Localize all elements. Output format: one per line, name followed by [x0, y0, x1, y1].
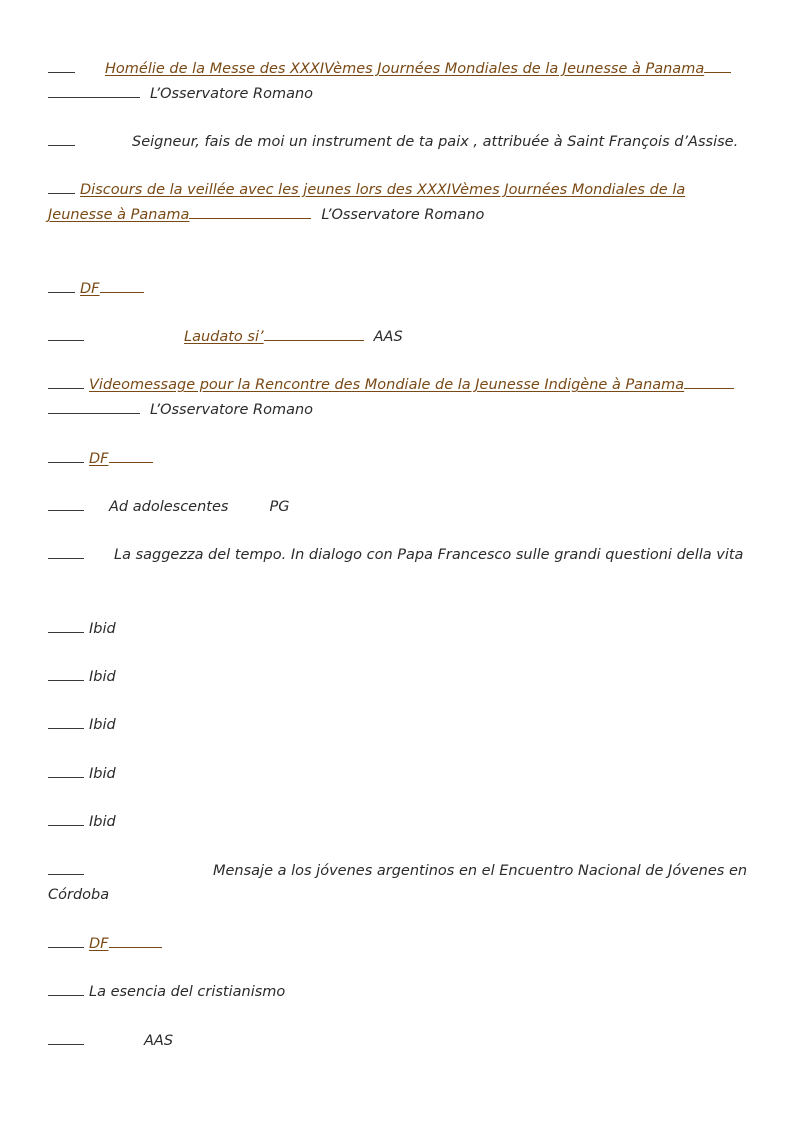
link-rule [109, 933, 162, 948]
footnote-entry [48, 58, 731, 79]
footnote-link[interactable]: Discours de la veillée avec les jeunes lors des XXXIVèmes Journées Mondiales de la [80, 182, 686, 198]
footnote-link[interactable]: DF [80, 281, 100, 297]
footnote-text: La saggezza del tempo. In dialogo con Papa Francesco sulle grandi questioni della vita [114, 547, 744, 563]
blank-rule [48, 131, 75, 146]
footnote-link[interactable]: Homélie de la Messe des XXXIVèmes Journées Mondiales de la Jeunesse à Panama [105, 61, 705, 77]
blank-rule [48, 278, 75, 293]
blank-rule [48, 933, 84, 948]
footnote-text-continued: Córdoba [48, 887, 110, 903]
link-rule [100, 278, 144, 293]
footnote-text: Ibid [89, 669, 116, 685]
footnote-link[interactable]: Laudato si’ [184, 329, 264, 345]
blank-rule [48, 544, 84, 559]
blank-rule [48, 58, 75, 73]
footnote-entry [48, 496, 289, 517]
source-label: L’Osservatore Romano [321, 207, 485, 223]
source-label: L’Osservatore Romano [150, 402, 314, 418]
footnote-text: Ibid [89, 766, 116, 782]
blank-rule [48, 1030, 84, 1045]
footnote-entry-continued [48, 399, 313, 420]
footnote-entry [48, 981, 285, 1002]
footnote-entry [48, 179, 685, 200]
footnote-entry [48, 448, 153, 469]
footnote-link[interactable]: Videomessage pour la Rencontre des Mondiale de la Jeunesse Indigène à Panama [89, 377, 685, 393]
blank-rule [48, 374, 84, 389]
footnote-entry [48, 326, 403, 347]
footnote-link-continued[interactable]: Jeunesse à Panama [48, 207, 190, 223]
footnote-entry [48, 763, 116, 784]
blank-rule [48, 448, 84, 463]
link-rule [189, 204, 311, 219]
blank-rule [48, 179, 75, 194]
link-rule [109, 448, 153, 463]
footnote-entry [48, 618, 116, 639]
source-label: L’Osservatore Romano [150, 86, 314, 102]
source-label: AAS [373, 329, 403, 345]
footnote-entry [48, 544, 743, 565]
footnote-text: La esencia del cristianismo [89, 984, 286, 1000]
blank-rule [48, 763, 84, 778]
blank-rule [48, 399, 140, 414]
footnote-entry [48, 278, 144, 299]
source-label: AAS [144, 1033, 174, 1049]
footnote-link[interactable]: DF [89, 451, 109, 467]
blank-rule [48, 714, 84, 729]
footnote-text: Seigneur, fais de moi un instrument de ta paix , attribuée à Saint François d’Assise. [132, 134, 739, 150]
footnote-entry [48, 374, 734, 395]
footnote-entry-continued [48, 204, 484, 225]
link-rule [264, 326, 364, 341]
blank-rule [48, 811, 84, 826]
blank-rule [48, 860, 84, 875]
footnote-link[interactable]: DF [89, 936, 109, 952]
link-rule [684, 374, 734, 389]
blank-rule [48, 666, 84, 681]
blank-rule [48, 83, 140, 98]
blank-rule [48, 496, 84, 511]
link-rule [704, 58, 731, 73]
footnote-entry [48, 1030, 173, 1051]
footnote-entry [48, 860, 747, 881]
blank-rule [48, 981, 84, 996]
footnote-text: Mensaje a los jóvenes argentinos en el Encuentro Nacional de Jóvenes en [213, 863, 748, 879]
footnote-text: Ibid [89, 814, 116, 830]
footnote-text: Ibid [89, 717, 116, 733]
footnote-entry [48, 933, 162, 954]
footnote-text: Ad adolescentes [109, 499, 229, 515]
footnote-entry-continued [48, 83, 313, 104]
source-label: PG [269, 499, 290, 515]
blank-rule [48, 326, 84, 341]
footnote-entry [48, 714, 116, 735]
footnote-text: Ibid [89, 621, 116, 637]
blank-rule [48, 618, 84, 633]
footnote-entry [48, 666, 116, 687]
footnote-entry [48, 131, 738, 152]
footnote-entry [48, 811, 116, 832]
footnote-entry-continued [48, 885, 109, 905]
